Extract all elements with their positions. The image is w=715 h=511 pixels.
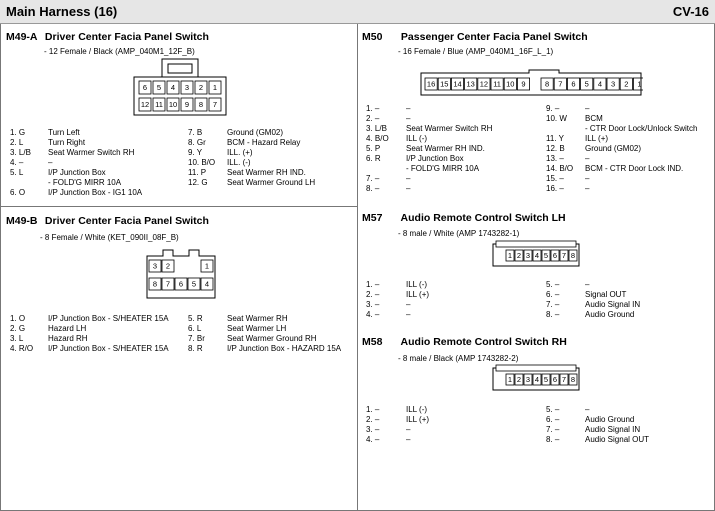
pin-row [546,174,589,184]
pin-row [366,280,427,290]
pin-row [188,324,286,334]
pin-row [10,324,86,334]
pin-row [188,138,300,148]
pin-function: BCM - CTR Door Lock IND. [585,164,684,173]
cavity-number: 3 [525,375,531,385]
pin-number: 5. – [546,405,560,414]
pin-row [546,104,589,114]
pin-number: 7. Br [188,334,205,343]
pin-number: 3. – [366,300,380,309]
pin-function: I/P Junction Box - S/HEATER 15A [48,344,169,353]
cavity-number: 12 [140,100,150,110]
pin-function: Hazard RH [48,334,88,343]
pin-function: – [585,154,590,163]
pin-number: 12. B [546,144,565,153]
cavity-number: 9 [521,79,526,89]
pin-row [188,128,283,138]
pin-function: Seat Warmer RH [227,314,288,323]
cavity-number: 11 [155,100,163,110]
pin-number: 4. – [366,310,380,319]
pin-number: 5. L [10,168,24,177]
pin-number: 1. G [10,128,26,137]
pin-number: 4. R/O [10,344,34,353]
pin-function: I/P Junction Box - IG1 10A [48,188,143,197]
pin-row [366,425,410,435]
pin-number: 6. R [366,154,381,163]
m49a-subtitle: - 12 Female / Black (AMP_040M1_12F_B) [44,47,195,56]
page-header [0,0,715,24]
pin-number: 2. – [366,415,380,424]
pin-row [188,148,253,158]
pin-function: – [406,174,411,183]
pin-function: Audio Signal IN [585,300,641,309]
pin-row [546,280,589,290]
pin-function: Hazard LH [48,324,87,333]
pin-row [188,334,317,344]
pin-function: – [406,114,411,123]
pin-number: 8. – [546,310,560,319]
pin-number: 1. – [366,405,380,414]
pin-function: Ground (GM02) [585,144,642,153]
cavity-number: 7 [165,279,171,289]
cavity-number: 7 [212,100,218,110]
pin-row [546,310,634,320]
pin-number: 15. – [546,174,564,183]
cavity-number: 16 [426,79,436,89]
pin-number: 10. B/O [188,158,216,167]
m50-connector-id: M50 [362,31,383,43]
m49b-heading [6,215,209,227]
cavity-number: 2 [198,83,204,93]
pin-number: 8. Gr [188,138,206,147]
page-title: Main Harness (16) [6,4,118,19]
pin-row [10,178,121,188]
cavity-number: 9 [184,100,190,110]
pin-row [546,425,640,435]
m49a-connector-diagram [132,57,228,117]
pin-number: 7. – [546,425,560,434]
cavity-number: 14 [453,79,462,89]
pin-function: Seat Warmer Switch RH [406,124,493,133]
pin-number: 7. – [546,300,560,309]
pin-number: 4. B/O [366,134,389,143]
pin-function: ILL (-) [406,405,428,414]
pin-number: 11. Y [546,134,564,143]
pin-number: 5. R [188,314,203,323]
cavity-number: 5 [543,375,549,385]
cavity-number: 7 [561,251,567,261]
cavity-number: 8 [545,79,550,89]
section-m58 [362,336,567,348]
cavity-number: 11 [493,79,501,89]
m50-subtitle: - 16 Female / Blue (AMP_040M1_16F_L_1) [398,47,554,56]
pin-function: – [406,104,411,113]
pin-number: 8. – [546,435,560,444]
pin-row [366,114,410,124]
m49a-heading [6,31,209,43]
pin-function: I/P Junction Box [48,168,106,177]
pin-function: – [585,405,590,414]
pin-row [188,344,341,354]
pin-row [10,158,52,168]
pin-row [188,178,315,188]
m58-connector-name: Audio Remote Control Switch RH [400,336,567,348]
pin-function: – [48,158,53,167]
cavity-number: 4 [534,251,540,261]
pin-row [366,184,410,194]
pin-row [366,144,485,154]
m49a-connector-id: M49-A [6,31,38,43]
m50-connector-diagram [419,69,643,97]
pin-number: 3. L/B [10,148,31,157]
cavity-number: 6 [178,279,184,289]
pin-number: 2. – [366,290,380,299]
pin-function: Seat Warmer Switch RH [48,148,135,157]
pin-number: 3. L [10,334,24,343]
pin-row [366,104,410,114]
pin-function: – [585,104,590,113]
pin-function: Signal OUT [585,290,627,299]
pin-number: 2. L [10,138,24,147]
pin-function: Turn Left [48,128,80,137]
cavity-number: 5 [191,279,197,289]
pin-number: 7. – [366,174,380,183]
pin-row [546,164,683,174]
pin-row [366,435,410,445]
pin-row [10,128,80,138]
pin-row [10,148,134,158]
pin-function: Seat Warmer Ground LH [227,178,316,187]
cavity-number: 4 [534,375,540,385]
cavity-number: 2 [624,79,629,89]
pin-number: 13. – [546,154,564,163]
cavity-number: 2 [516,251,522,261]
cavity-number: 12 [479,79,489,89]
pin-number: 2. – [366,114,380,123]
pin-number: 4. – [10,158,24,167]
pin-row [546,124,697,134]
pin-function: - FOLD'G MIRR 10A [48,178,122,187]
pin-row [188,158,251,168]
pin-number: 4. – [366,435,380,444]
pin-number: 8. R [188,344,203,353]
pin-number: 1. – [366,104,380,113]
pin-function: ILL (-) [406,134,428,143]
pin-row [366,415,429,425]
pin-row [546,300,640,310]
pin-function: – [406,435,411,444]
pin-function: Audio Signal IN [585,425,641,434]
cavity-number: 6 [552,375,558,385]
pin-number: 3. – [366,425,380,434]
pin-number: 8. – [366,184,380,193]
pin-row [10,138,85,148]
pin-number: 14. B/O [546,164,574,173]
cavity-number: 2 [516,375,522,385]
pin-row [10,344,169,354]
section-m50 [362,31,588,43]
cavity-number: 8 [198,100,204,110]
cavity-number: 1 [204,261,210,271]
pin-row [546,415,634,425]
pin-function: ILL. (-) [227,158,251,167]
pin-number: 9. Y [188,148,203,157]
pin-row [366,164,479,174]
pin-number: 6. O [10,188,26,197]
horizontal-divider [0,206,357,207]
cavity-number: 1 [507,251,513,261]
pin-number: 11. P [188,168,207,177]
cavity-number: 1 [212,83,218,93]
m49b-subtitle: - 8 Female / White (KET_090II_08F_B) [40,233,179,242]
pin-number: 12. G [188,178,208,187]
pin-row [366,300,410,310]
pin-number: 1. O [10,314,26,323]
pin-row [366,124,492,134]
cavity-number: 10 [506,79,515,89]
page-code: CV-16 [672,4,709,19]
pin-row [546,290,626,300]
pin-function: Turn Right [48,138,86,147]
pin-row [188,168,306,178]
m57-connector-id: M57 [362,212,383,224]
pin-function: I/P Junction Box - HAZARD 15A [227,344,342,353]
cavity-number: 7 [561,375,567,385]
pin-number: 3. L/B [366,124,387,133]
pin-number: 6. – [546,415,560,424]
cavity-number: 3 [611,79,616,89]
m50-heading [362,31,588,43]
m49b-connector-name: Driver Center Facia Panel Switch [44,215,209,227]
pin-row [546,114,603,124]
pin-function: ILL (+) [406,415,430,424]
pin-row [366,310,410,320]
m49b-connector-id: M49-B [6,215,38,227]
m58-connector-diagram [492,364,580,392]
pin-number: 2. G [10,324,26,333]
pin-function: I/P Junction Box [406,154,464,163]
pin-function: Seat Warmer Ground RH [227,334,317,343]
pin-function: Seat Warmer LH [227,324,287,333]
pin-row [366,134,427,144]
pin-row [188,314,288,324]
pin-function: – [406,184,411,193]
cavity-number: 5 [543,251,549,261]
pin-number: 6. L [188,324,202,333]
cavity-number: 13 [466,79,475,89]
pin-function: Seat Warmer RH IND. [406,144,485,153]
pin-function: BCM [585,114,603,123]
cavity-number: 2 [165,261,171,271]
pin-function: I/P Junction Box - S/HEATER 15A [48,314,169,323]
pin-row [546,154,589,164]
section-m49b [6,215,209,227]
cavity-number: 1 [637,79,642,89]
pin-function: Audio Signal OUT [585,435,650,444]
pin-row [10,168,106,178]
section-m57 [362,212,566,224]
cavity-number: 3 [184,83,190,93]
pin-row [10,188,142,198]
cavity-number: 1 [507,375,513,385]
m58-heading [362,336,567,348]
m57-connector-name: Audio Remote Control Switch LH [400,212,566,224]
pin-number: 1. – [366,280,380,289]
pin-function: Seat Warmer RH IND. [227,168,306,177]
cavity-number: 8 [152,279,158,289]
cavity-number: 5 [584,79,589,89]
m49b-connector-diagram [143,248,217,300]
pin-row [546,184,589,194]
cavity-number: 6 [142,83,148,93]
pin-function: Audio Ground [585,310,635,319]
pin-number: 7. B [188,128,203,137]
m50-connector-name: Passenger Center Facia Panel Switch [400,31,588,43]
cavity-number: 7 [558,79,563,89]
cavity-number: 8 [570,251,576,261]
pin-row [366,174,410,184]
pin-row [546,144,641,154]
pin-row [10,334,88,344]
pin-function: – [406,310,411,319]
m57-heading [362,212,566,224]
pin-function: – [406,425,411,434]
m57-subtitle: - 8 male / White (AMP 1743282-1) [398,229,520,238]
cavity-number: 3 [525,251,531,261]
pin-function: ILL (+) [406,290,430,299]
m57-connector-diagram [492,240,580,268]
pin-number: 9. – [546,104,560,113]
pin-function: – [406,300,411,309]
pin-function: Ground (GM02) [227,128,284,137]
pin-row [10,314,169,324]
pin-row [366,405,427,415]
cavity-number: 15 [440,79,449,89]
pin-row [546,405,589,415]
pin-number: 10. W [546,114,567,123]
cavity-number: 3 [152,261,158,271]
section-m49a [6,31,209,43]
pin-function: ILL (-) [406,280,428,289]
vertical-divider [357,24,358,511]
cavity-number: 4 [170,83,176,93]
m58-subtitle: - 8 male / Black (AMP 1743282-2) [398,354,519,363]
cavity-number: 4 [204,279,210,289]
pin-function: Audio Ground [585,415,635,424]
pin-function: - CTR Door Lock/Unlock Switch [585,124,698,133]
cavity-number: 6 [552,251,558,261]
pin-number: 6. – [546,290,560,299]
cavity-number: 10 [168,100,178,110]
pin-function: - FOLD'G MIRR 10A [406,164,480,173]
cavity-number: 4 [597,79,602,89]
pin-function: ILL (+) [585,134,609,143]
pin-function: – [585,184,590,193]
pin-row [366,154,464,164]
pin-number: 16. – [546,184,564,193]
pin-function: BCM - Hazard Relay [227,138,301,147]
cavity-number: 6 [571,79,576,89]
pin-row [546,134,608,144]
m58-connector-id: M58 [362,336,383,348]
cavity-number: 5 [156,83,162,93]
pin-number: 5. – [546,280,560,289]
pin-row [366,290,429,300]
cavity-number: 8 [570,375,576,385]
pin-function: – [585,174,590,183]
m49a-connector-name: Driver Center Facia Panel Switch [44,31,209,43]
pin-row [546,435,649,445]
pin-function: – [585,280,590,289]
pin-number: 5. P [366,144,381,153]
pin-function: ILL. (+) [227,148,253,157]
